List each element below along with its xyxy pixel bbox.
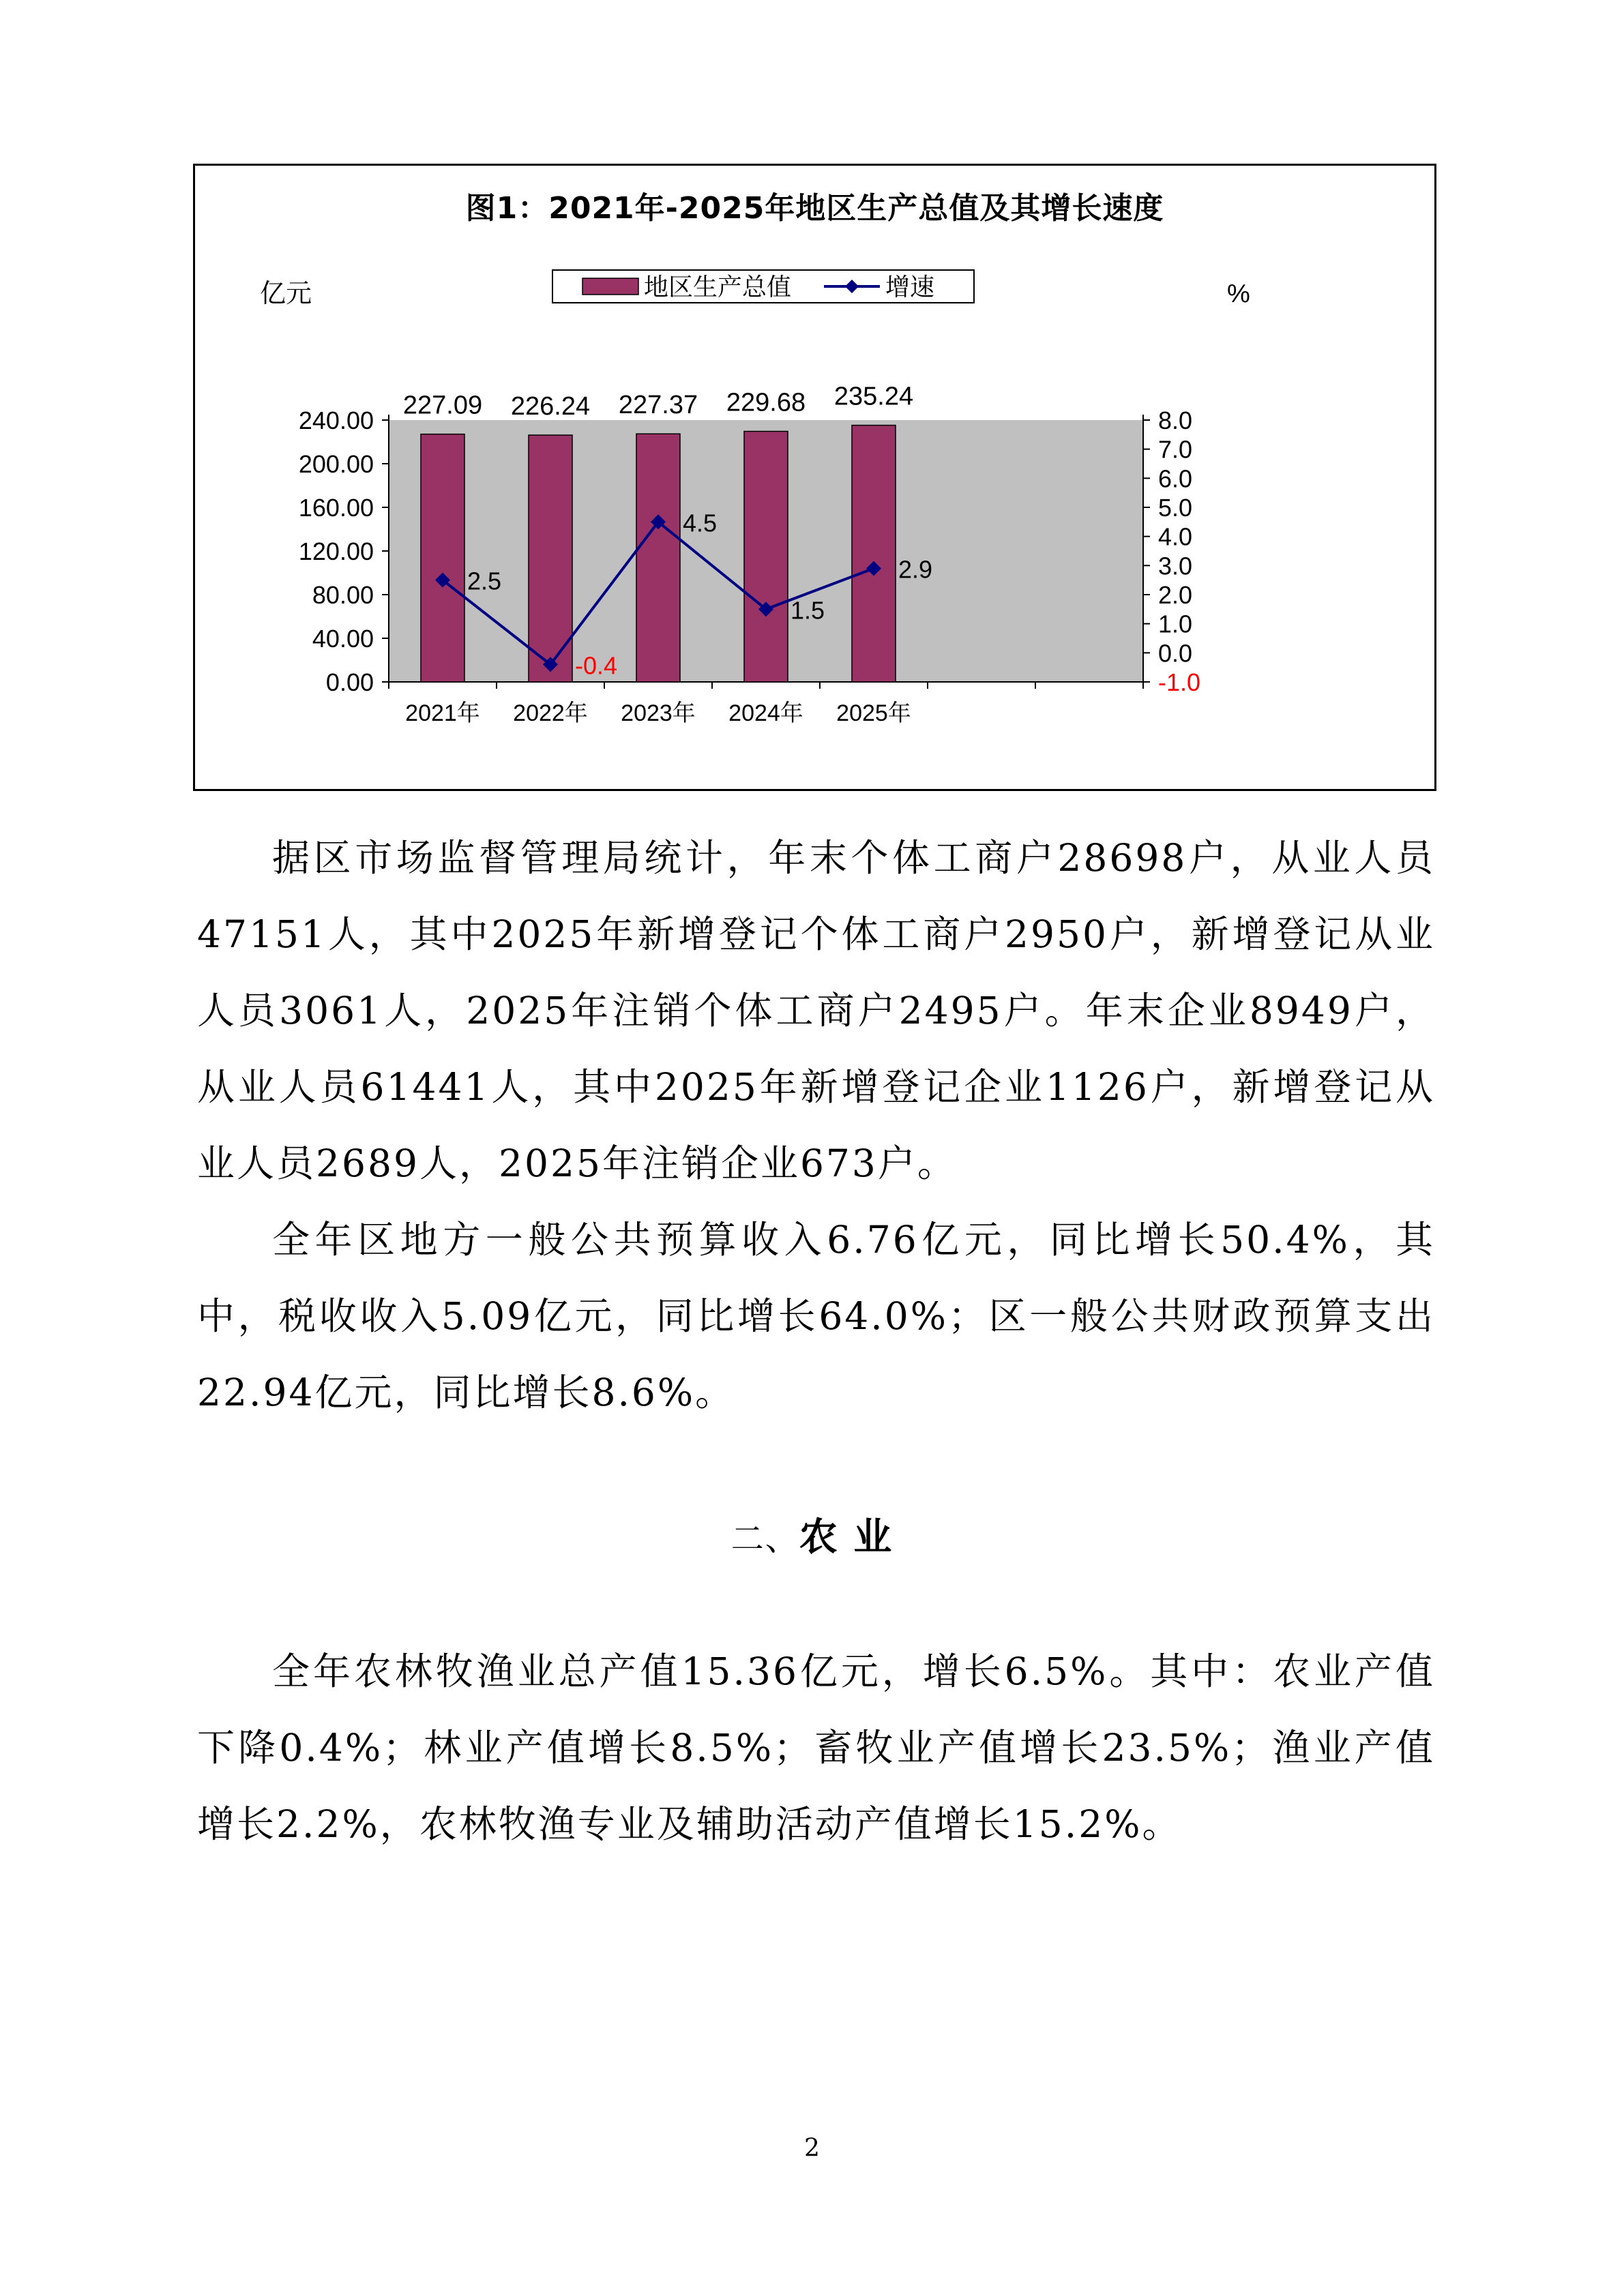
right-tick-label: 6.0 <box>1158 464 1193 493</box>
figure-title: 图1：2021年-2025年地区生产总值及其增长速度 <box>465 191 1164 226</box>
legend-bar-label: 地区生产总值 <box>644 273 792 301</box>
left-axis-unit: 亿元 <box>260 280 312 308</box>
legend-line-label: 增速 <box>885 273 935 301</box>
gdp-bar-label: 227.09 <box>402 391 483 420</box>
gdp-bar-label: 229.68 <box>726 388 806 417</box>
left-tick-label: 120.00 <box>298 537 374 565</box>
right-tick-label: 0.0 <box>1158 639 1193 668</box>
paragraph-public-budget: 全年区地方一般公共预算收入6.76亿元，同比增长50.4%，其中，税收收入5.09亿元，同比增长64.0%；区一般公共财政预算支出22.94亿元，同比增长8.6%。 <box>197 1218 1435 1414</box>
gdp-bar-label: 226.24 <box>510 392 591 421</box>
x-tick-label: 2022年 <box>513 700 588 726</box>
x-tick-label: 2024年 <box>728 700 803 726</box>
left-tick-label: 200.00 <box>298 450 374 478</box>
growth-data-label: 2.5 <box>467 567 502 595</box>
paragraph-market-registration: 据区市场监督管理局统计，年末个体工商户28698户，从业人员47151人，其中2025年新增登记个体工商户2950户，新增登记从业人员3061人，2025年注销个体工商户2495户。年末企业8949户，从业人员61441人，其中2025年新增登记企业1126户，新增登记从业人员2689人，2025年注销企业673户。 <box>197 836 1435 1185</box>
gdp-bar <box>636 434 680 682</box>
right-tick-label: 2.0 <box>1158 581 1193 609</box>
paragraph-agriculture: 全年农林牧渔业总产值15.36亿元，增长6.5%。其中：农业产值下降0.4%；林业产值增长8.5%；畜牧业产值增长23.5%；渔业产值增长2.2%，农林牧渔专业及辅助活动产值增长15.2%。 <box>197 1650 1435 1846</box>
gdp-bar <box>744 432 788 682</box>
right-tick-label: 8.0 <box>1158 406 1193 434</box>
gdp-bar-label: 227.37 <box>618 391 698 420</box>
left-tick-label: 40.00 <box>312 625 374 653</box>
legend-bar-swatch <box>582 278 638 295</box>
right-tick-label: 5.0 <box>1158 494 1193 522</box>
right-tick-label: 3.0 <box>1158 552 1193 580</box>
right-tick-label: 1.0 <box>1158 610 1193 638</box>
x-tick-label: 2023年 <box>621 700 696 726</box>
section-title: 农 业 <box>799 1515 894 1560</box>
right-tick-label: 4.0 <box>1158 522 1193 551</box>
left-tick-label: 160.00 <box>298 494 374 522</box>
section-number: 二、 <box>730 1520 799 1558</box>
gdp-bar <box>421 434 464 682</box>
right-tick-label: 7.0 <box>1158 435 1193 464</box>
gdp-bar <box>852 426 896 682</box>
gdp-growth-chart <box>195 166 1434 789</box>
page-number: 2 <box>804 2134 820 2162</box>
growth-data-label: 1.5 <box>791 596 825 625</box>
right-axis-unit: % <box>1227 280 1250 308</box>
section-heading-agriculture <box>0 1507 1624 1562</box>
gdp-bar-label: 235.24 <box>833 382 914 411</box>
x-tick-label: 2021年 <box>405 700 480 726</box>
x-tick-label: 2025年 <box>836 700 911 726</box>
left-tick-label: 240.00 <box>298 406 374 434</box>
left-tick-label: 0.00 <box>325 668 374 696</box>
figure-1 <box>193 164 1436 791</box>
growth-data-label: -0.4 <box>575 651 618 680</box>
growth-data-label: 2.9 <box>898 555 933 584</box>
growth-data-label: 4.5 <box>683 509 718 537</box>
left-tick-label: 80.00 <box>312 581 374 609</box>
right-tick-label: -1.0 <box>1158 668 1201 696</box>
